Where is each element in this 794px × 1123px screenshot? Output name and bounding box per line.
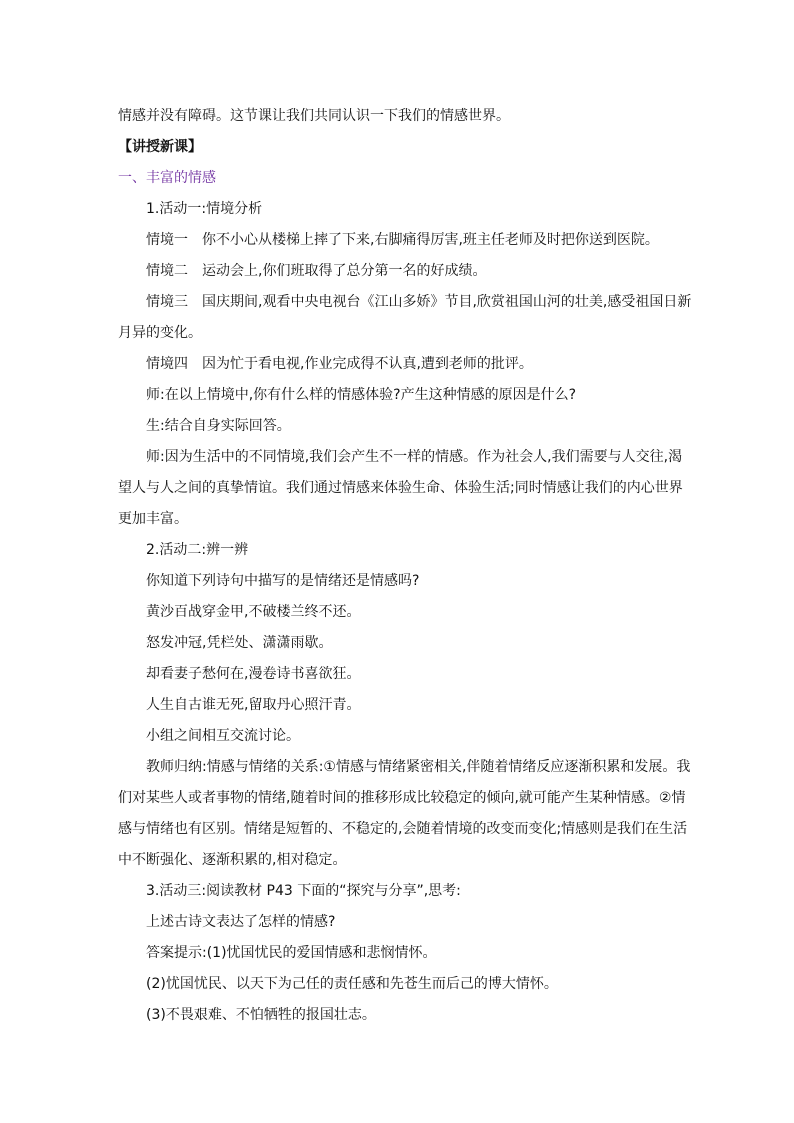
scenario-4: 情境四 因为忙于看电视,作业完成得不认真,遭到老师的批评。 — [146, 356, 533, 372]
teacher-explanation: 师:因为生活中的不同情境,我们会产生不一样的情感。作为社会人,我们需要与人交往,渴望人与人之间的真挚情谊。我们通过情感来体验生命、体验生活;同时情感让我们的内心世界更加丰富。 — [118, 449, 683, 527]
activity-2-question: 你知道下列诗句中描写的是情绪还是情感吗? — [146, 573, 420, 589]
activity-3-heading: 3.活动三:阅读教材 P43 下面的“探究与分享”,思考: — [146, 883, 461, 899]
document-body — [118, 101, 692, 1031]
group-discussion: 小组之间相互交流讨论。 — [146, 728, 300, 744]
scenario-1: 情境一 你不小心从楼梯上摔了下来,右脚痛得厉害,班主任老师及时把你送到医院。 — [146, 232, 659, 248]
scenario-2: 情境二 运动会上,你们班取得了总分第一名的好成绩。 — [146, 263, 487, 279]
answer-hint-1: 答案提示:(1)忧国忧民的爱国情感和悲悯情怀。 — [146, 945, 437, 961]
section-label-new-lesson: 【讲授新课】 — [118, 139, 202, 155]
teacher-summary: 教师归纳:情感与情绪的关系:①情感与情绪紧密相关,伴随着情绪反应逐渐积累和发展。我们对某些人或者事物的情绪,随着时间的推移形成比较稳定的倾向,就可能产生某种情感。②情感与情绪也有区别。情绪是短暂的、不稳定的,会随着情境的改变而变化;情感则是我们在生活中不断强化、逐渐积累的,相对稳定。 — [118, 759, 691, 868]
poem-line-2: 怒发冲冠,凭栏处、潇潇雨歇。 — [146, 635, 333, 651]
activity-3-question: 上述古诗文表达了怎样的情感? — [146, 914, 336, 930]
answer-hint-3: (3)不畏艰难、不怕牺牲的报国壮志。 — [146, 1007, 376, 1023]
poem-line-1: 黄沙百战穿金甲,不破楼兰终不还。 — [146, 604, 361, 620]
activity-2-heading: 2.活动二:辨一辨 — [146, 542, 249, 558]
answer-hint-2: (2)忧国忧民、以天下为己任的责任感和先苍生而后己的博大情怀。 — [146, 976, 558, 992]
teacher-question: 师:在以上情境中,你有什么样的情感体验?产生这种情感的原因是什么? — [146, 387, 577, 403]
section-heading-rich-emotions: 一、丰富的情感 — [118, 170, 216, 186]
student-answer: 生:结合自身实际回答。 — [146, 418, 291, 434]
activity-1-heading: 1.活动一:情境分析 — [146, 201, 263, 217]
poem-line-3: 却看妻子愁何在,漫卷诗书喜欲狂。 — [146, 666, 361, 682]
poem-line-4: 人生自古谁无死,留取丹心照汗青。 — [146, 697, 361, 713]
intro-line: 情感并没有障碍。这节课让我们共同认识一下我们的情感世界。 — [118, 108, 510, 124]
scenario-3: 情境三 国庆期间,观看中央电视台《江山多娇》节目,欣赏祖国山河的壮美,感受祖国日新月异的变化。 — [118, 294, 692, 341]
